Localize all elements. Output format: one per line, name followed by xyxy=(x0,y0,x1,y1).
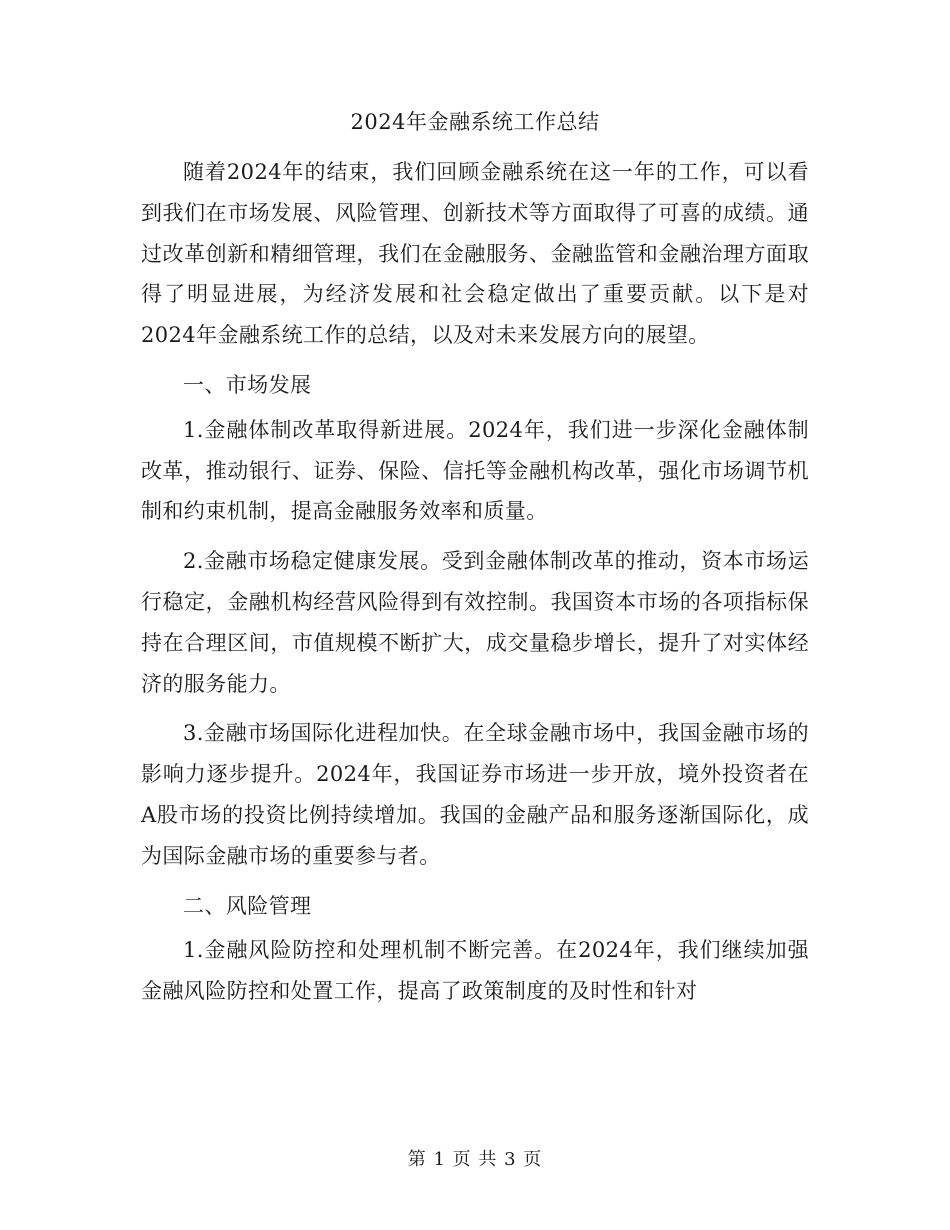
paragraph-market-1: 1.金融体制改革取得新进展。2024年，我们进一步深化金融体制改革，推动银行、证券、保险、信托等金融机构改革，强化市场调节机制和约束机制，提高金融服务效率和质量。 xyxy=(141,417,809,524)
document-body xyxy=(141,152,809,1012)
paragraph-risk-1: 1.金融风险防控和处理机制不断完善。在2024年，我们继续加强金融风险防控和处置工作，提高了政策制度的及时性和针对 xyxy=(141,938,809,1004)
section-heading-market: 一、市场发展 xyxy=(183,372,312,397)
intro-paragraph: 随着2024年的结束，我们回顾金融系统在这一年的工作，可以看到我们在市场发展、风险管理、创新技术等方面取得了可喜的成绩。通过改革创新和精细管理，我们在金融服务、金融监管和金融治理方面取得了明显进展，为经济发展和社会稳定做出了重要贡献。以下是对2024年金融系统工作的总结，以及对未来发展方向的展望。 xyxy=(141,160,809,348)
paragraph-market-3: 3.金融市场国际化进程加快。在全球金融市场中，我国金融市场的影响力逐步提升。2024年，我国证券市场进一步开放，境外投资者在A股市场的投资比例持续增加。我国的金融产品和服务逐渐国际化，成为国际金融市场的重要参与者。 xyxy=(141,721,809,868)
document-title: 2024年金融系统工作总结 xyxy=(350,110,600,134)
paragraph-market-2: 2.金融市场稳定健康发展。受到金融体制改革的推动，资本市场运行稳定，金融机构经营风险得到有效控制。我国资本市场的各项指标保持在合理区间，市值规模不断扩大，成交量稳步增长，提升了对实体经济的服务能力。 xyxy=(141,549,809,696)
section-heading-risk: 二、风险管理 xyxy=(183,893,312,918)
page-number-footer: 第 1 页 共 3 页 xyxy=(407,1149,543,1170)
